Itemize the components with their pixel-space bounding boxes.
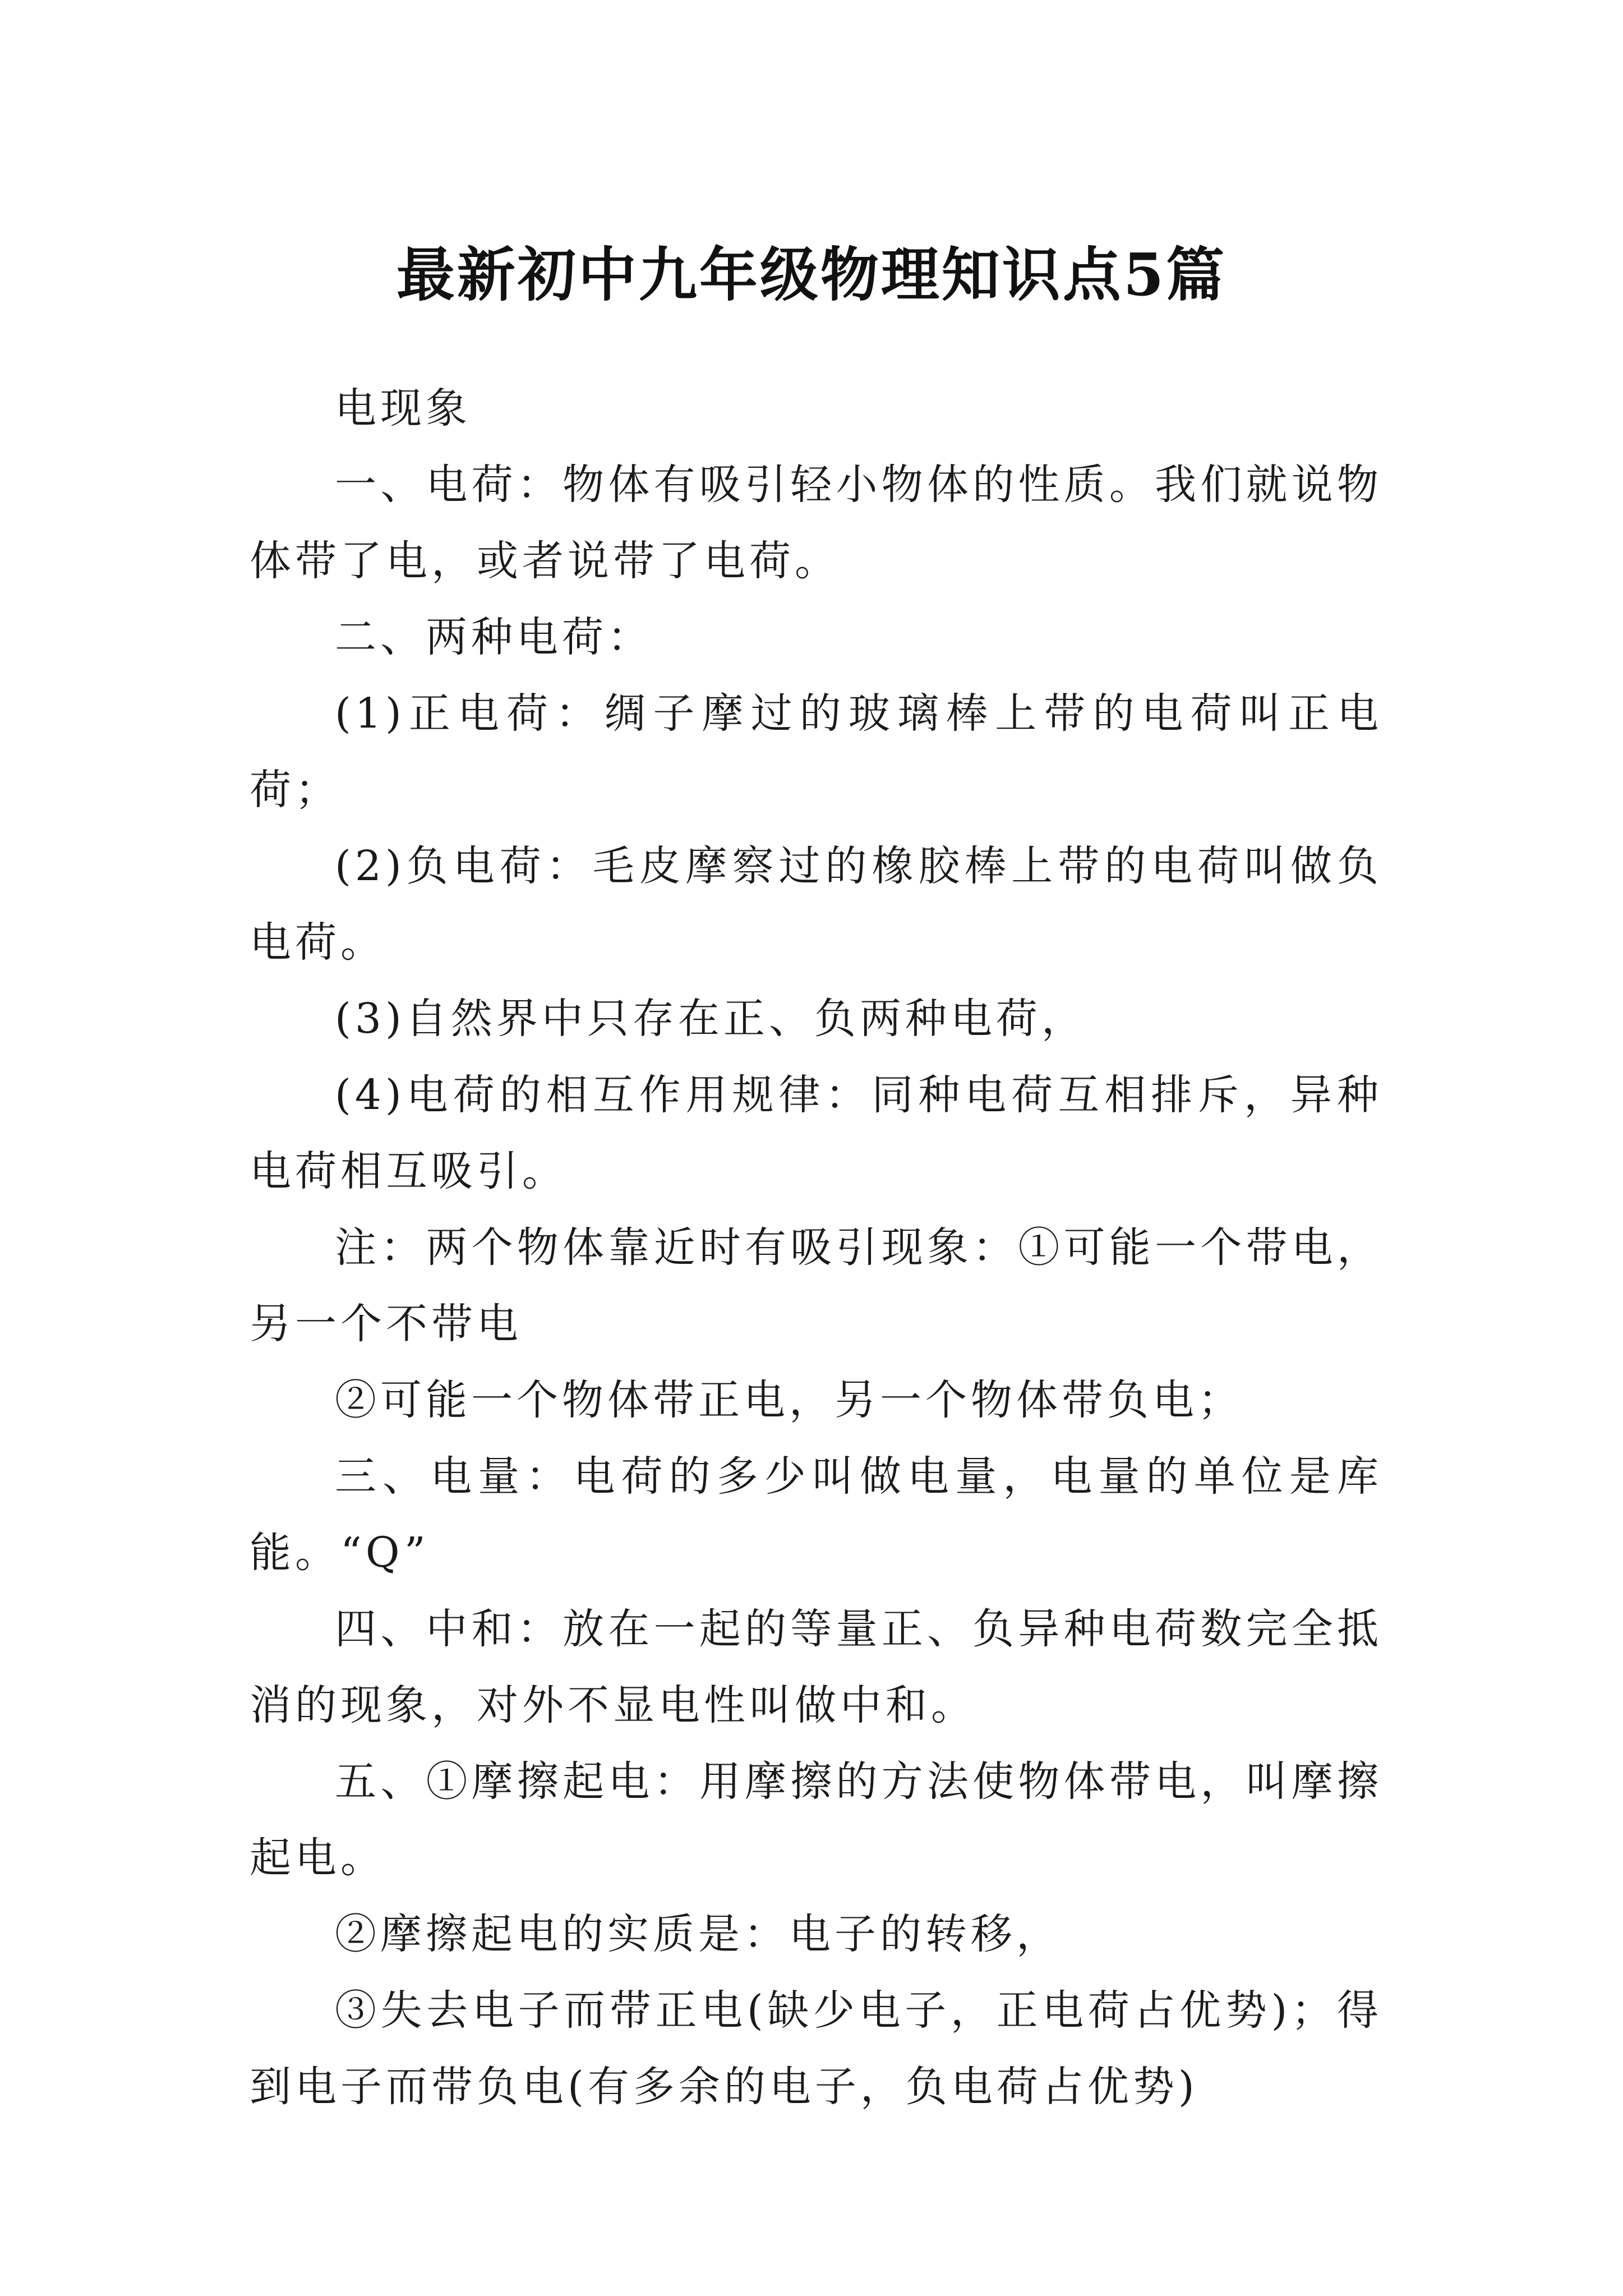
paragraph: (2)负电荷：毛皮摩察过的橡胶棒上带的电荷叫做负电荷。 (250, 842, 1382, 967)
paragraph: 二、两种电荷： (335, 613, 653, 661)
paragraph: (1)正电荷：绸子摩过的玻璃棒上带的电荷叫正电荷； (250, 689, 1382, 814)
paragraph: ③失去电子而带正电(缺少电子，正电荷占优势)；得到电子而带负电(有多余的电子，负电荷占优势) (250, 1986, 1382, 2111)
paragraph: 一、电荷：物体有吸引轻小物体的性质。我们就说物体带了电，或者说带了电荷。 (250, 461, 1382, 585)
paragraph: 五、①摩擦起电：用摩擦的方法使物体带电，叫摩擦起电。 (250, 1757, 1382, 1882)
paragraph: ②可能一个物体带正电，另一个物体带负电； (335, 1376, 1243, 1424)
paragraph: (3)自然界中只存在正、负两种电荷， (335, 995, 1087, 1043)
section-heading: 电现象 (335, 384, 471, 432)
paragraph: 四、中和：放在一起的等量正、负异种电荷数完全抵消的现象，对外不显电性叫做中和。 (250, 1605, 1382, 1729)
paragraph: 注：两个物体靠近时有吸引现象：①可能一个带电，另一个不带电 (250, 1223, 1382, 1348)
document-body (250, 370, 1382, 2125)
paragraph: 三、电量：电荷的多少叫做电量，电量的单位是库能。“Q” (250, 1452, 1382, 1577)
document-title: 最新初中九年级物理知识点5篇 (396, 240, 1227, 309)
paragraph: (4)电荷的相互作用规律：同种电荷互相排斥，异种电荷相互吸引。 (250, 1071, 1382, 1195)
paragraph: ②摩擦起电的实质是：电子的转移， (335, 1910, 1062, 1958)
